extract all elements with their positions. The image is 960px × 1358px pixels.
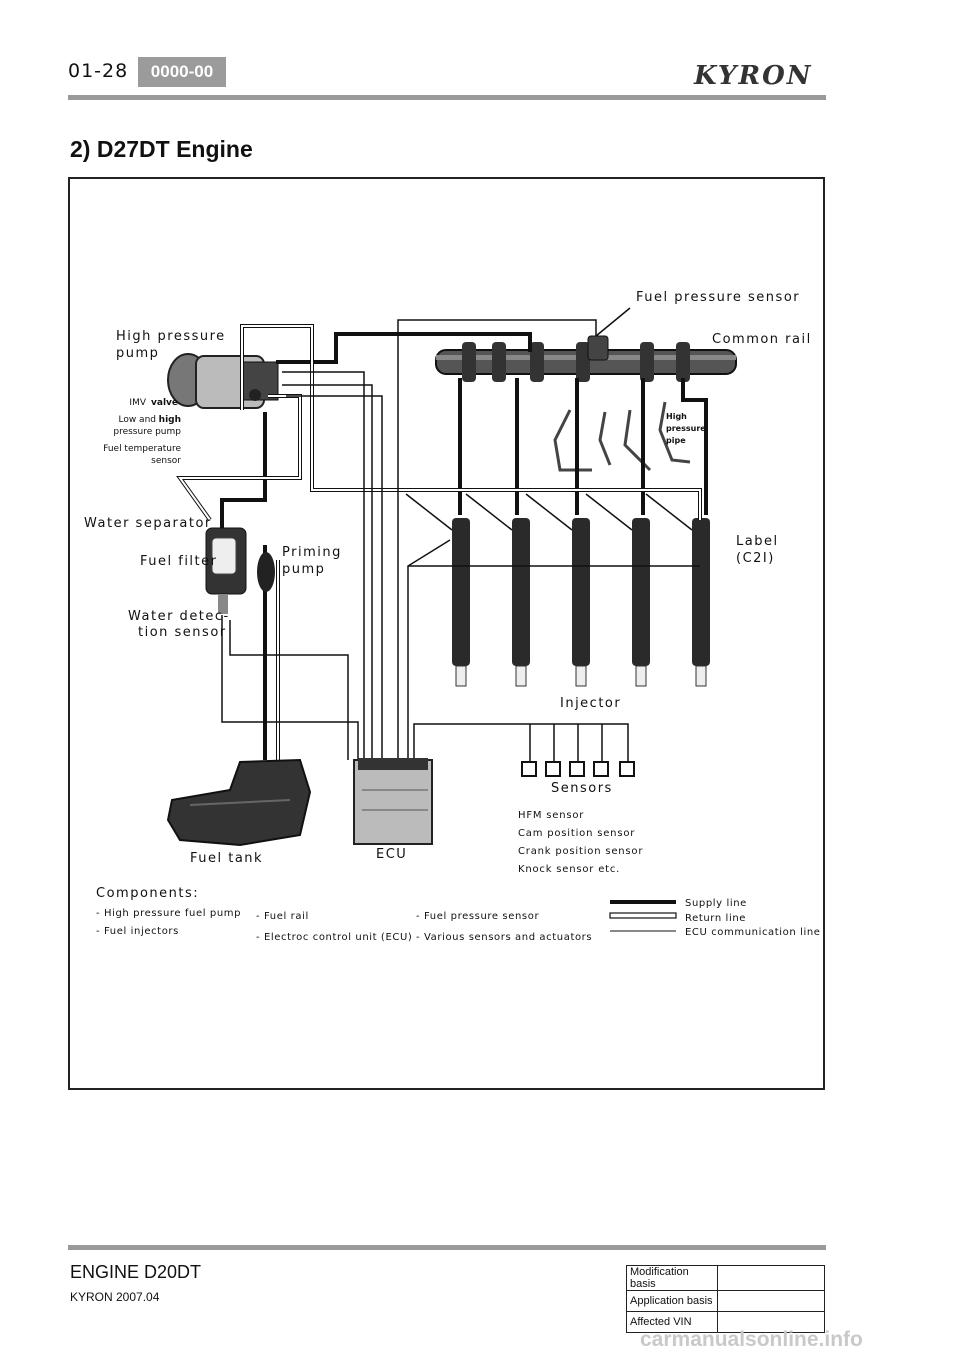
label-sensors: Sensors (551, 781, 613, 796)
section-title: 2) D27DT Engine (70, 136, 253, 162)
legend-ecu-label: ECU communication line (685, 927, 821, 938)
common-rail (436, 336, 736, 382)
component-item: - Fuel rail (256, 911, 309, 922)
injectors (452, 518, 710, 686)
priming-pump (257, 552, 275, 592)
legend-supply-label: Supply line (685, 898, 747, 909)
table-row (627, 1291, 825, 1312)
application-basis-key: Application basis (627, 1291, 718, 1312)
footer-subtitle: KYRON 2007.04 (70, 1290, 160, 1304)
section-code-badge: 0000-00 (138, 57, 226, 87)
modification-table (626, 1265, 825, 1333)
sensor-item: Crank position sensor (518, 846, 644, 857)
high-pressure-pump (168, 354, 278, 408)
label-c2i-1: Label (736, 534, 779, 549)
label-low-high-b: high (158, 415, 181, 425)
label-high-pressure-pump-1: High pressure (116, 329, 226, 344)
label-fuel-tank: Fuel tank (190, 851, 264, 866)
legend-return-label: Return line (685, 913, 747, 924)
label-priming-pump-1: Priming (282, 545, 342, 560)
fuel-filter (206, 528, 246, 614)
label-imv-b: valve (151, 398, 178, 408)
label-water-separator: Water separator (84, 516, 212, 531)
label-ecu: ECU (376, 847, 408, 862)
label-water-detection-1: Water detec- (128, 609, 230, 624)
legend (610, 898, 821, 938)
label-fuel-pressure-sensor: Fuel pressure sensor (636, 290, 801, 305)
label-c2i-2: (C2I) (736, 551, 775, 566)
label-fuel-filter: Fuel filter (140, 554, 218, 569)
affected-vin-key: Affected VIN (627, 1312, 718, 1333)
component-item: - Electroc control unit (ECU) (256, 932, 413, 943)
component-item: - Fuel injectors (96, 926, 179, 937)
sensor-item: HFM sensor (518, 810, 585, 821)
kyron-logo-text: KYRON (694, 61, 813, 90)
label-common-rail: Common rail (712, 332, 812, 347)
page-number: 01-28 (68, 60, 129, 82)
label-low-high-c: pressure pump (113, 427, 181, 437)
component-item: - Various sensors and actuators (416, 932, 593, 943)
watermark: carmanualsonline.info (640, 1328, 863, 1351)
label-injector: Injector (560, 696, 622, 711)
sensor-item: Cam position sensor (518, 828, 636, 839)
component-item: - High pressure fuel pump (96, 908, 242, 919)
label-high-pressure-pump-2: pump (116, 346, 160, 361)
label-hp-pipe-1: High (666, 412, 687, 421)
fuel-tank (168, 760, 310, 845)
label-hp-pipe-3: pipe (666, 436, 686, 445)
label-priming-pump-2: pump (282, 562, 326, 577)
modification-basis-key: Modification basis (627, 1266, 718, 1291)
application-basis-value (718, 1291, 825, 1312)
table-row (627, 1266, 825, 1291)
ecu-unit (354, 758, 432, 844)
components-title: Components: (96, 886, 200, 901)
footer-rule (68, 1245, 826, 1250)
component-item: - Fuel pressure sensor (416, 911, 540, 922)
label-low-high-a: Low and (118, 415, 156, 425)
label-imv-a: IMV (129, 398, 146, 408)
label-fuel-temp-2: sensor (151, 456, 181, 466)
footer-title: ENGINE D20DT (70, 1262, 202, 1282)
label-hp-pipe-2: pressure (666, 424, 706, 433)
sensor-boxes (522, 762, 634, 776)
label-fuel-temp-1: Fuel temperature (103, 444, 181, 454)
legend-return-swatch (610, 913, 676, 918)
label-water-detection-2: tion sensor (138, 625, 227, 640)
modification-basis-value (718, 1266, 825, 1291)
sensor-item: Knock sensor etc. (518, 864, 621, 875)
